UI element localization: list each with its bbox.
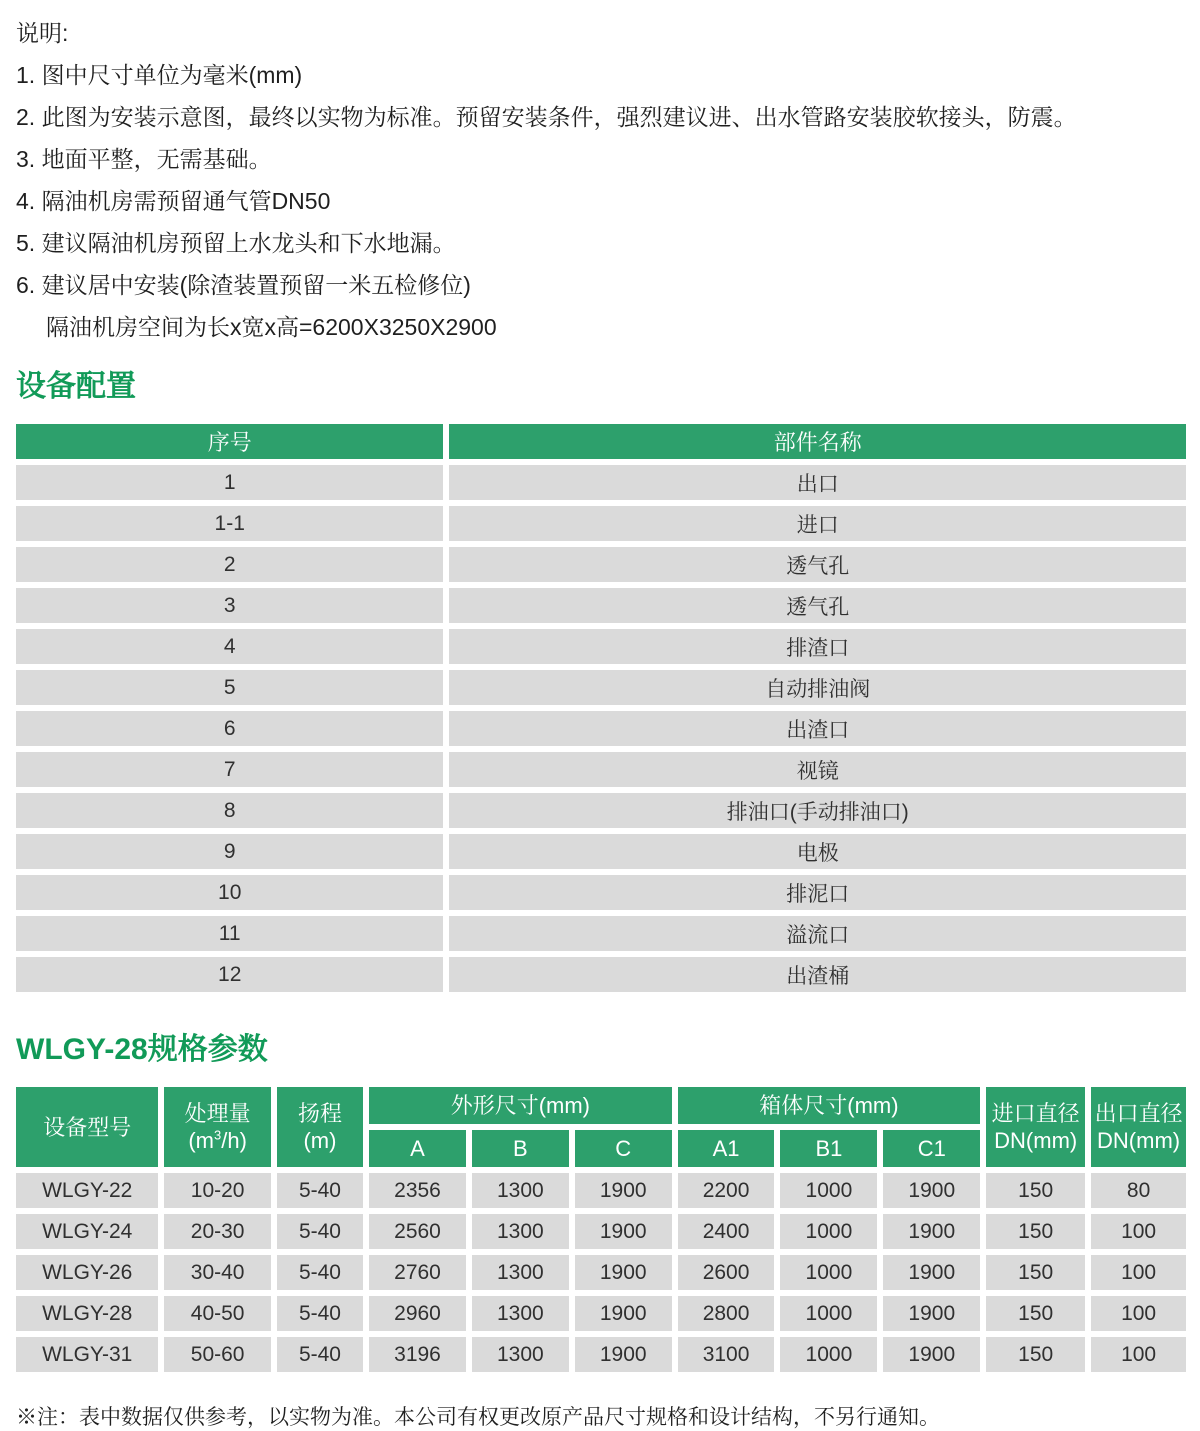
cell-capacity: 10-20 [161, 1170, 273, 1211]
cell-B1: 1000 [777, 1252, 880, 1293]
note-item-5: 5. 建议隔油机房预留上水龙头和下水地漏。 [16, 230, 456, 256]
table-row [13, 503, 1189, 544]
cell-part-name: 排泥口 [446, 872, 1189, 913]
cell-index: 12 [13, 954, 446, 995]
note-item-4: 4. 隔油机房需预留通气管DN50 [16, 188, 331, 214]
table-row [13, 585, 1189, 626]
cell-outlet-dn: 80 [1088, 1170, 1189, 1211]
table-row [13, 1334, 1189, 1375]
cell-C: 1900 [572, 1252, 675, 1293]
col-group-box-dims: 箱体尺寸(mm) [675, 1084, 984, 1127]
cell-capacity: 30-40 [161, 1252, 273, 1293]
equipment-header-row [13, 421, 1189, 462]
head-label: 扬程 [297, 1101, 342, 1126]
table-row [13, 708, 1189, 749]
cell-part-name: 出口 [446, 462, 1189, 503]
spec-params-table [13, 1084, 1189, 1375]
cell-B1: 1000 [777, 1211, 880, 1252]
col-header-model: 设备型号 [13, 1084, 161, 1170]
cell-inlet-dn: 150 [983, 1334, 1088, 1375]
cell-outlet-dn: 100 [1088, 1252, 1189, 1293]
table-row [13, 831, 1189, 872]
cell-outlet-dn: 100 [1088, 1211, 1189, 1252]
cell-model: WLGY-28 [13, 1293, 161, 1334]
head-unit: (m) [303, 1128, 337, 1153]
capacity-unit-post: /h) [221, 1128, 247, 1153]
cell-part-name: 透气孔 [446, 585, 1189, 626]
cell-index: 6 [13, 708, 446, 749]
col-group-outer-dims: 外形尺寸(mm) [366, 1084, 675, 1127]
cell-C: 1900 [572, 1211, 675, 1252]
col-header-part-name: 部件名称 [446, 421, 1189, 462]
spec-header-row-1 [13, 1084, 1189, 1127]
cell-A: 2760 [366, 1252, 469, 1293]
cell-index: 1 [13, 462, 446, 503]
cell-part-name: 电极 [446, 831, 1189, 872]
note-item-3: 3. 地面平整，无需基础。 [16, 146, 272, 172]
cell-index: 4 [13, 626, 446, 667]
col-header-index: 序号 [13, 421, 446, 462]
cell-C: 1900 [572, 1334, 675, 1375]
cell-B1: 1000 [777, 1170, 880, 1211]
cell-index: 5 [13, 667, 446, 708]
cell-head: 5-40 [274, 1252, 366, 1293]
cell-part-name: 进口 [446, 503, 1189, 544]
col-header-C1: C1 [880, 1127, 983, 1170]
capacity-unit-sup: 3 [214, 1127, 222, 1143]
note-room-size: 隔油机房空间为长x宽x高=6200X3250X2900 [46, 314, 497, 340]
cell-C: 1900 [572, 1170, 675, 1211]
cell-capacity: 50-60 [161, 1334, 273, 1375]
cell-head: 5-40 [274, 1211, 366, 1252]
col-header-outlet-dn [1088, 1084, 1189, 1170]
cell-part-name: 透气孔 [446, 544, 1189, 585]
cell-B: 1300 [469, 1170, 572, 1211]
cell-inlet-dn: 150 [983, 1170, 1088, 1211]
cell-model: WLGY-22 [13, 1170, 161, 1211]
cell-C1: 1900 [880, 1170, 983, 1211]
cell-part-name: 排油口(手动排油口) [446, 790, 1189, 831]
cell-B: 1300 [469, 1293, 572, 1334]
cell-outlet-dn: 100 [1088, 1293, 1189, 1334]
table-row [13, 872, 1189, 913]
col-header-B: B [469, 1127, 572, 1170]
col-header-head [274, 1084, 366, 1170]
cell-C1: 1900 [880, 1211, 983, 1252]
cell-C1: 1900 [880, 1293, 983, 1334]
cell-B: 1300 [469, 1211, 572, 1252]
cell-head: 5-40 [274, 1334, 366, 1375]
cell-capacity: 40-50 [161, 1293, 273, 1334]
cell-index: 8 [13, 790, 446, 831]
cell-A: 3196 [366, 1334, 469, 1375]
col-header-inlet-dn [983, 1084, 1088, 1170]
equipment-config-title: 设备配置 [16, 370, 136, 403]
cell-part-name: 自动排油阀 [446, 667, 1189, 708]
cell-A1: 2800 [675, 1293, 778, 1334]
cell-A: 2560 [366, 1211, 469, 1252]
col-header-C: C [572, 1127, 675, 1170]
cell-index: 2 [13, 544, 446, 585]
cell-index: 3 [13, 585, 446, 626]
table-row [13, 1211, 1189, 1252]
cell-part-name: 溢流口 [446, 913, 1189, 954]
cell-A1: 3100 [675, 1334, 778, 1375]
cell-index: 1-1 [13, 503, 446, 544]
cell-model: WLGY-26 [13, 1252, 161, 1293]
col-header-B1: B1 [777, 1127, 880, 1170]
cell-A: 2356 [366, 1170, 469, 1211]
cell-C: 1900 [572, 1293, 675, 1334]
cell-A1: 2400 [675, 1211, 778, 1252]
cell-part-name: 出渣口 [446, 708, 1189, 749]
outlet-line2: DN(mm) [1097, 1128, 1181, 1153]
table-row [13, 1293, 1189, 1334]
cell-model: WLGY-24 [13, 1211, 161, 1252]
cell-C1: 1900 [880, 1252, 983, 1293]
cell-B: 1300 [469, 1334, 572, 1375]
cell-index: 10 [13, 872, 446, 913]
cell-part-name: 出渣桶 [446, 954, 1189, 995]
table-row [13, 667, 1189, 708]
col-header-A: A [366, 1127, 469, 1170]
cell-C1: 1900 [880, 1334, 983, 1375]
col-header-A1: A1 [675, 1127, 778, 1170]
table-row [13, 544, 1189, 585]
cell-B1: 1000 [777, 1334, 880, 1375]
cell-model: WLGY-31 [13, 1334, 161, 1375]
footnote: ※注：表中数据仅供参考，以实物为准。本公司有权更改原产品尺寸规格和设计结构，不另行通知。 [16, 1406, 940, 1429]
cell-inlet-dn: 150 [983, 1211, 1088, 1252]
cell-inlet-dn: 150 [983, 1293, 1088, 1334]
cell-outlet-dn: 100 [1088, 1334, 1189, 1375]
table-row [13, 1170, 1189, 1211]
cell-part-name: 排渣口 [446, 626, 1189, 667]
cell-head: 5-40 [274, 1170, 366, 1211]
cell-capacity: 20-30 [161, 1211, 273, 1252]
col-header-capacity [161, 1084, 273, 1170]
cell-index: 11 [13, 913, 446, 954]
note-item-6: 6. 建议居中安装(除渣装置预留一米五检修位) [16, 272, 471, 298]
notes-title: 说明: [16, 20, 69, 46]
cell-index: 9 [13, 831, 446, 872]
inlet-line2: DN(mm) [994, 1128, 1078, 1153]
inlet-line1: 进口直径 [991, 1101, 1080, 1126]
equipment-config-table [13, 421, 1189, 995]
table-row [13, 1252, 1189, 1293]
spec-params-title: WLGY-28规格参数 [16, 1033, 268, 1066]
cell-A1: 2200 [675, 1170, 778, 1211]
cell-A: 2960 [366, 1293, 469, 1334]
cell-head: 5-40 [274, 1293, 366, 1334]
note-item-2: 2. 此图为安装示意图，最终以实物为标准。预留安装条件，强烈建议进、出水管路安装胶软接头，防震。 [16, 104, 1077, 130]
cell-index: 7 [13, 749, 446, 790]
capacity-unit-pre: (m [188, 1128, 214, 1153]
table-row [13, 913, 1189, 954]
table-row [13, 790, 1189, 831]
cell-inlet-dn: 150 [983, 1252, 1088, 1293]
note-item-1: 1. 图中尺寸单位为毫米(mm) [16, 62, 303, 88]
cell-B: 1300 [469, 1252, 572, 1293]
notes-section [0, 0, 1200, 348]
cell-A1: 2600 [675, 1252, 778, 1293]
table-row [13, 749, 1189, 790]
capacity-label: 处理量 [184, 1101, 251, 1126]
outlet-line1: 出口直径 [1094, 1101, 1183, 1126]
table-row [13, 954, 1189, 995]
cell-part-name: 视镜 [446, 749, 1189, 790]
cell-B1: 1000 [777, 1293, 880, 1334]
table-row [13, 626, 1189, 667]
table-row [13, 462, 1189, 503]
